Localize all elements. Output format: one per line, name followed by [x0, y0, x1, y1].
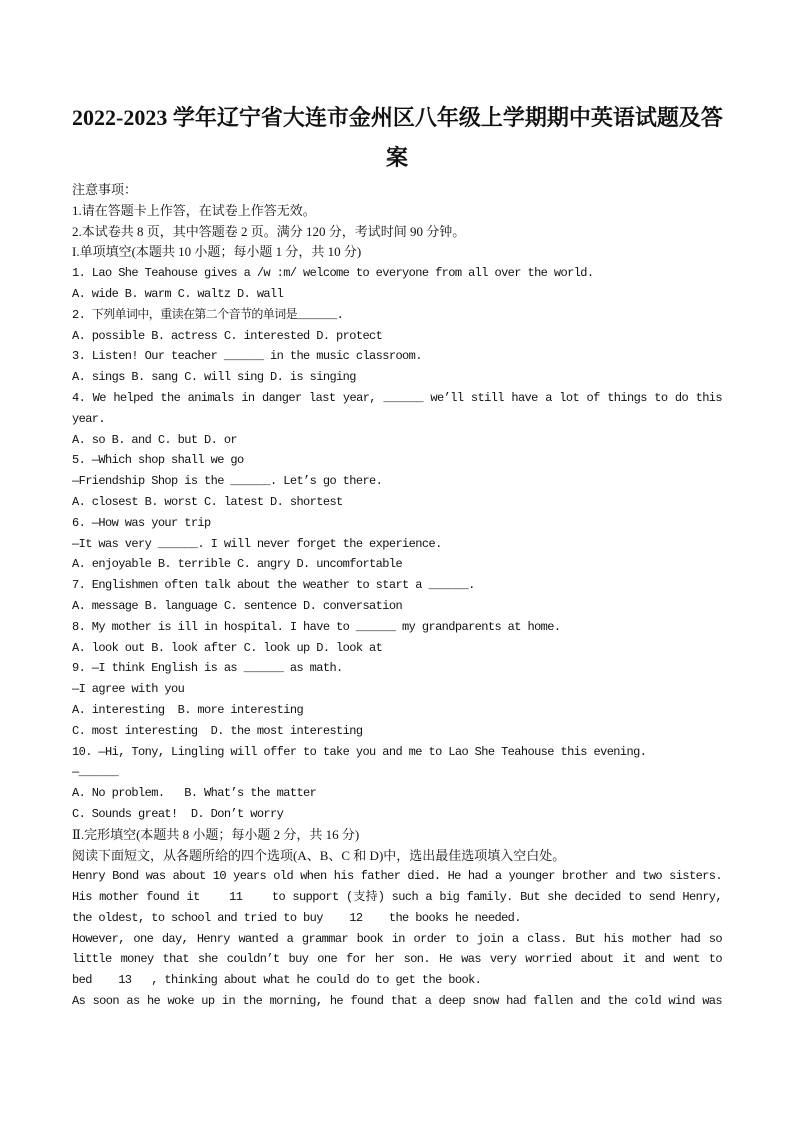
- section-heading: Ⅱ.完形填空(本题共 8 小题；每小题 2 分，共 16 分): [72, 826, 360, 842]
- question-options: A. No problem. B. What’s the matter: [72, 786, 317, 801]
- notes-item: 2.本试卷共 8 页，其中答题卷 2 页。满分 120 分，考试时间 90 分钟。: [72, 223, 466, 239]
- section-heading: I.单项填空(本题共 10 小题；每小题 1 分，共 10 分): [72, 244, 362, 260]
- question-3: [72, 346, 722, 388]
- question-stem: —It was very ______. I will never forget the experience.: [72, 536, 442, 551]
- question-stem: 5. —Which shop shall we go: [72, 453, 244, 468]
- question-stem: 3. Listen! Our teacher ______ in the music classroom.: [72, 349, 422, 364]
- question-stem: 6. —How was your trip: [72, 515, 211, 530]
- question-9: [72, 658, 722, 741]
- question-4: [72, 388, 722, 450]
- section-cloze: [72, 825, 722, 1012]
- question-6: [72, 513, 722, 575]
- title-line-2: 案: [385, 145, 408, 170]
- notes: [72, 180, 722, 242]
- question-stem: 2. 下列单词中，重读在第二个音节的单词是______.: [72, 307, 344, 322]
- passage-line: Henry Bond was about 10 years old when his father died. He had a younger brother and two sisters.: [72, 869, 722, 884]
- question-stem: 7. Englishmen often talk about the weather to start a ______.: [72, 578, 475, 593]
- question-options: C. Sounds great! D. Don’t worry: [72, 806, 284, 821]
- section-instruction: 阅读下面短文，从各题所给的四个选项(A、B、C 和 D)中，选出最佳选项填入空白处。: [72, 847, 566, 863]
- question-options: A. closest B. worst C. latest D. shortest: [72, 494, 343, 509]
- question-stem: year.: [72, 411, 106, 426]
- question-options: A. so B. and C. but D. or: [72, 432, 238, 447]
- question-stem: —______: [72, 765, 119, 780]
- question-2: [72, 305, 722, 347]
- question-stem: —I agree with you: [72, 682, 185, 697]
- question-1: [72, 263, 722, 305]
- question-5: [72, 450, 722, 512]
- question-7: [72, 575, 722, 617]
- passage-line: bed 13 , thinking about what he could do to get the book.: [72, 973, 482, 988]
- question-options: A. message B. language C. sentence D. conversation: [72, 598, 403, 613]
- question-options: A. sings B. sang C. will sing D. is singing: [72, 370, 356, 385]
- question-options: A. enjoyable B. terrible C. angry D. uncomfortable: [72, 557, 403, 572]
- passage-line: As soon as he woke up in the morning, he found that a deep snow had fallen and the cold wind was: [72, 994, 722, 1009]
- question-options: A. possible B. actress C. interested D. protect: [72, 328, 383, 343]
- passage-line: little money that she couldn’t buy one for her son. He was very worried about it and went to: [72, 952, 722, 967]
- passage-line: the oldest, to school and tried to buy 12 the books he needed.: [72, 910, 521, 925]
- question-stem: 4. We helped the animals in danger last year, ______ we’ll still have a lot of things to do this: [72, 390, 722, 405]
- document-body: [72, 180, 722, 1012]
- passage-line: His mother found it 11 to support (支持) such a big family. But she decided to send Henry,: [72, 890, 722, 905]
- question-options: C. most interesting D. the most interesting: [72, 723, 363, 738]
- section-single-choice: [72, 242, 722, 824]
- question-options: A. look out B. look after C. look up D. look at: [72, 640, 383, 655]
- question-stem: 8. My mother is ill in hospital. I have to ______ my grandparents at home.: [72, 619, 561, 634]
- passage-line: However, one day, Henry wanted a grammar book in order to join a class. But his mother had so: [72, 931, 722, 946]
- notes-heading: 注意事项：: [72, 182, 138, 197]
- question-10: [72, 742, 722, 825]
- notes-item: 1.请在答题卡上作答，在试卷上作答无效。: [72, 202, 316, 218]
- question-stem: 10. —Hi, Tony, Lingling will offer to take you and me to Lao She Teahouse this evening.: [72, 744, 647, 759]
- title-line-1: 2022-2023 学年辽宁省大连市金州区八年级上学期期中英语试题及答: [72, 105, 723, 130]
- question-stem: 1. Lao She Teahouse gives a /w :m/ welcome to everyone from all over the world.: [72, 266, 594, 281]
- question-stem: —Friendship Shop is the ______. Let’s go there.: [72, 474, 383, 489]
- cloze-passage: [72, 866, 722, 1012]
- question-options: A. interesting B. more interesting: [72, 702, 304, 717]
- question-stem: 9. —I think English is as ______ as math.: [72, 661, 343, 676]
- question-8: [72, 617, 722, 659]
- document-title: [72, 98, 722, 178]
- question-options: A. wide B. warm C. waltz D. wall: [72, 286, 284, 301]
